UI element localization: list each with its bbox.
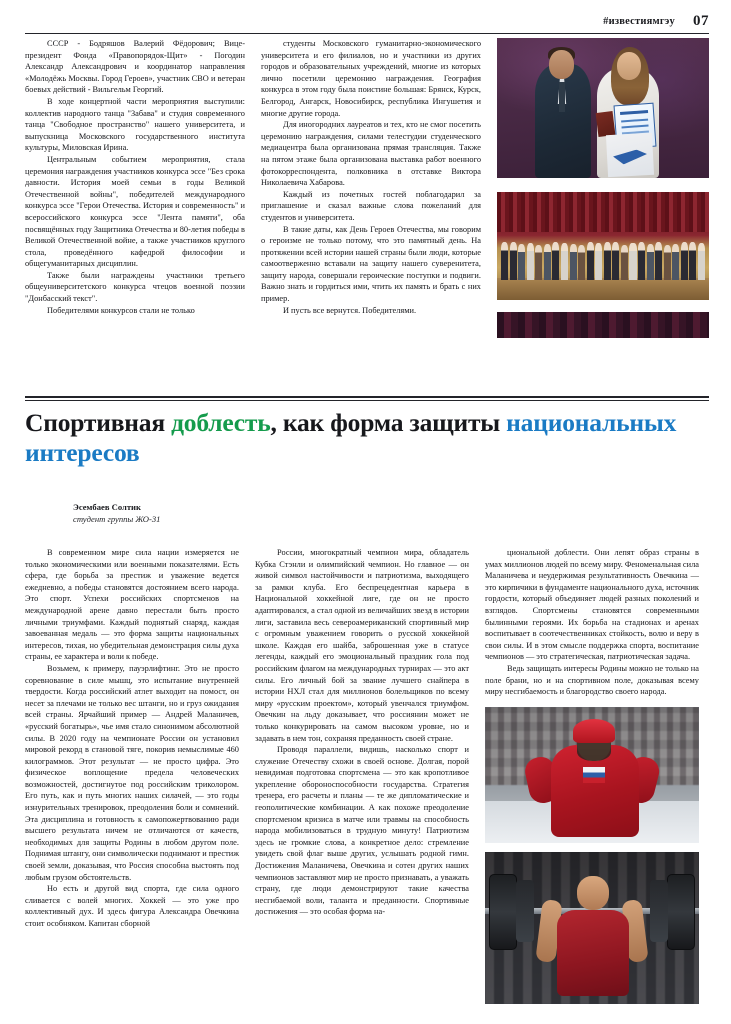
- page-title: [25, 404, 709, 468]
- paragraph: Но есть и другой вид спорта, где сила одного сливается с волей многих. Хоккей — это уже про коллективный дух. И здесь фигура Александра Овечкина стоит особняком. Капитан сборной: [25, 884, 239, 928]
- group-stage-photo: [497, 192, 709, 300]
- paragraph: Каждый из почетных гостей поблагодарил за приглашение и сказал важные слова пожеланий для студентов и университета.: [261, 189, 481, 222]
- photo-detail-people-row: [501, 238, 705, 280]
- photo-detail-weight-plate: [650, 880, 668, 942]
- photo-detail-curtain: [497, 192, 709, 232]
- photo-detail-weight-plate: [667, 874, 695, 950]
- photo-detail-book: [596, 111, 616, 137]
- photo-detail-head: [617, 52, 641, 80]
- paragraph: В современном мире сила нации измеряется не только экономическими или военными показателями. Есть сфера, где борьба за престиж и уважение ведется ежедневно, а победы становятся достоянием всего народа. Это спорт. Успехи российских спортсменов на международной арене давно перестали быть просто личными триумфами. Каждый поднятый снаряд, каждая завоеванная медаль — это форма защиты национальных интересов, тихая, но убедительная демонстрация силы духа страны, ее характера и воли к победе.: [25, 548, 239, 662]
- paragraph: В такие даты, как День Героев Отечества, мы говорим о героизме не только потому, что это памятный день. На протяжении всей истории нашей страны были люди, которые самоотверженно вставали на защиту нашего суверенитета, защиту народа, совершали героические поступки и подвиги. Важно знать и гордиться ими, чтить их память и брать с них пример.: [261, 224, 481, 304]
- auditorium-strip-photo: [497, 312, 709, 338]
- paragraph: России, многократный чемпион мира, обладатель Кубка Стэнли и олимпийский чемпион. Но главное — он живой символ настойчивости и патриотизма, выходящего за рамки клуба. Его беспрецедентная карьера в Национальной хоккейной лиге, где он не просто адаптировался, а стал одной из величайших звезд в истории лиги, заставила весь североамериканский спортивный мир с огромным уважением говорить о русской хоккейной школе. Каждая его шайба, заброшенная уже в статусе легенды, каждый его эмоциональный праздник гола под российским флагом на международных турнирах — это акт силы. Его личный бой за звание лучшего снайпера в истории НХЛ стал для миллионов болельщиков по всему миру «русским проектом», который увенчался триумфом. Овечкин на льду доказывает, что россиянин может не только конкурировать на самом высоком уровне, но и задавать в нем тон, сохраняя преданность своей стране.: [255, 548, 469, 743]
- article-divider: [25, 396, 709, 398]
- headline-part-3: , как форма защиты: [270, 408, 507, 437]
- article-heroes-of-fatherland: [25, 38, 709, 390]
- article1-column-2: [261, 38, 481, 390]
- powerlifter-photo: [485, 852, 699, 1004]
- article1-column-1: [25, 38, 245, 390]
- headline-part-1: Спортивная: [25, 408, 172, 437]
- article1-photo-column: [497, 38, 709, 390]
- paragraph: И пусть все вернутся. Победителями.: [283, 305, 417, 315]
- byline: [73, 502, 709, 525]
- photo-detail-tie: [559, 82, 565, 112]
- hockey-player-photo: [485, 707, 699, 843]
- paragraph: СССР - Бодряшов Валерий Фёдорович; Вице-президент Фонда «Правопорядок-Щит» - Погодин Александр Александрович и координатор направления «Молодёжь Москвы. Город Героев», участник СВО и ветеран боевых действий - Вильгельм Георгий.: [25, 39, 245, 95]
- photo-detail-weight-plate: [516, 880, 534, 942]
- photo-detail-weight-plate: [489, 874, 517, 950]
- paragraph: В ходе концертной части мероприятия выступили: коллектив народного танца "Забава" и студия современного танца "Свободное пространство" нашего университета, и выпускница Московского государственного института культуры, Миловская Ирина.: [25, 96, 245, 153]
- masthead-divider: [25, 33, 709, 34]
- photo-detail-head: [577, 876, 609, 910]
- photo-detail-torso: [557, 910, 629, 996]
- paragraph: Победителями конкурсов стали не только: [47, 305, 195, 315]
- award-ceremony-photo: [497, 38, 709, 178]
- photo-detail-sash: [606, 133, 654, 177]
- masthead-hashtag: #известиямгэу: [603, 16, 675, 27]
- photo-detail-stage-floor: [497, 278, 709, 300]
- paragraph: Также были награждены участники третьего общеуниверситетского конкурса чтецов военной поэзии "Донбасский текст".: [25, 270, 245, 304]
- article2-column-1: [25, 547, 239, 1004]
- byline-author-role: студент группы ЖО-31: [73, 513, 161, 524]
- masthead: [25, 14, 709, 40]
- paragraph: Возьмем, к примеру, пауэрлифтинг. Это не просто соревнование в силе мышц, это испытание внутренней твердости. Когда российский атлет выходит на помост, он несет за плечами не только вес штанги, но и груз ожидания всей страны. Ярчайший пример — Андрей Маланичев, «русский богатырь», чье имя стало синонимом абсолютной силы. В 2020 году на чемпионате России он установил мировой рекорд в становой тяге, покорив немыслимые 460 килограммов. Этот результат — не просто цифра. Это физическое воплощение предела человеческих возможностей, достигнутое под российским триколором. Его путь, как и путь многих наших силачей, — это годы изнурительных тренировок, преодоления боли и сомнений. Эта дисциплина и готовность к самопожертвованию ради высшего результата ничем не отличаются от качеств, необходимых для защиты Родины в любом другом поле. Поднимая штангу, они символически поднимают и престиж своей земли, доказывая, что Россия способна выстоять под любым грузом обстоятельств.: [25, 663, 239, 882]
- paragraph: студенты Московского гуманитарно-экономического университета и его филиалов, но и участники из других городов и образовательных учреждений, многие из которых лично посетили церемонию награждения. География конкурса в этом году была поистине большая: Брянск, Курск, Белгород, Ангарск, Новосибирск, республика Ингушетия и многие другие города.: [261, 39, 481, 118]
- photo-detail-helmet: [573, 719, 615, 743]
- photo-detail-beard: [577, 741, 611, 761]
- photo-detail-jersey-crest: [583, 767, 605, 783]
- article-sports-valor: [25, 404, 709, 1012]
- headline-part-2-green: доблесть: [171, 408, 271, 437]
- photo-detail-head: [549, 50, 574, 79]
- paragraph: циональной доблести. Они лепят образ страны в умах миллионов людей по всему миру. Феноменальная сила Маланичева и неудержимая результативность Овечкина — это кирпичики в фундаменте национального духа, источник гордости, который объединяет людей разных поколений и взглядов. Спортсмены становятся современными былинными героями. Их борьба на стадионах и аренах воспитывает в соотечественниках стойкость, волю и веру в свои силы. И в этом смысле поддержка спорта, воспитание чемпионов — это стратегическая, патриотическая задача.: [485, 548, 700, 662]
- paragraph: Проводя параллели, видишь, насколько спорт и служение Отечеству схожи в своей основе. Долгая, порой невидимая подготовка спортсмена — это как кропотливое укрепление обороноспособности государства. Стратегия тренера, его расчеты и планы — те же дипломатические и геополитические комбинации. А как похоже преодоление спортсменом кризиса в матче или травмы на способность народа мобилизоваться в трудную минуту! Патриотизм здесь не громкие слова, а конкретное дело: стремление увидеть свой флаг выше других, услышать родной гимн. Достижения Маланичева, Овечкина и сотен других наших чемпионов заставляют мир не просто признавать, а уважать страну, где люди демонстрируют такие качества несгибаемой воли, таланта и преданности. Спортивные достижения — это особая форма на-: [255, 745, 469, 917]
- paragraph: Ведь защищать интересы Родины можно не только на поле брани, но и на спортивном поле, доказывая всему миру несгибаемость и благородство своего народа.: [485, 663, 699, 697]
- paragraph: Для иногородних лауреатов и тех, кто не смог посетить церемонию награждения, силами телестудии студенческого медиацентра была организована прямая трансляция. Также на пятом этаже была организована выставка работ военного фотокорреспондента, полковника в отставке Виктора Николаевича Хабарова.: [261, 120, 481, 188]
- article-divider-thin: [25, 400, 709, 401]
- byline-author-name: Эсембаев Солтик: [73, 502, 141, 512]
- paragraph: Центральным событием мероприятия, стала церемония награждения участников конкурса эссе "Без срока давности. История моей семьи в годы Великой Отечественной войны", победителей международного конкурса эссе "Герои Отечества. История и современность" и всероссийского конкурса эссе "Лента памяти", оба посвящённых году Защитника Отечества и 80-летия победы в Великой Отечественной войне, а также участников круглого стола, проведённого кафедрой философии и общегуманитарных дисциплин.: [25, 154, 245, 269]
- headline-part-4-blue: национальных интересов: [25, 408, 677, 467]
- article2-column-2: [255, 547, 469, 1004]
- page-number: 07: [693, 13, 709, 29]
- article2-column-3: [485, 547, 699, 1004]
